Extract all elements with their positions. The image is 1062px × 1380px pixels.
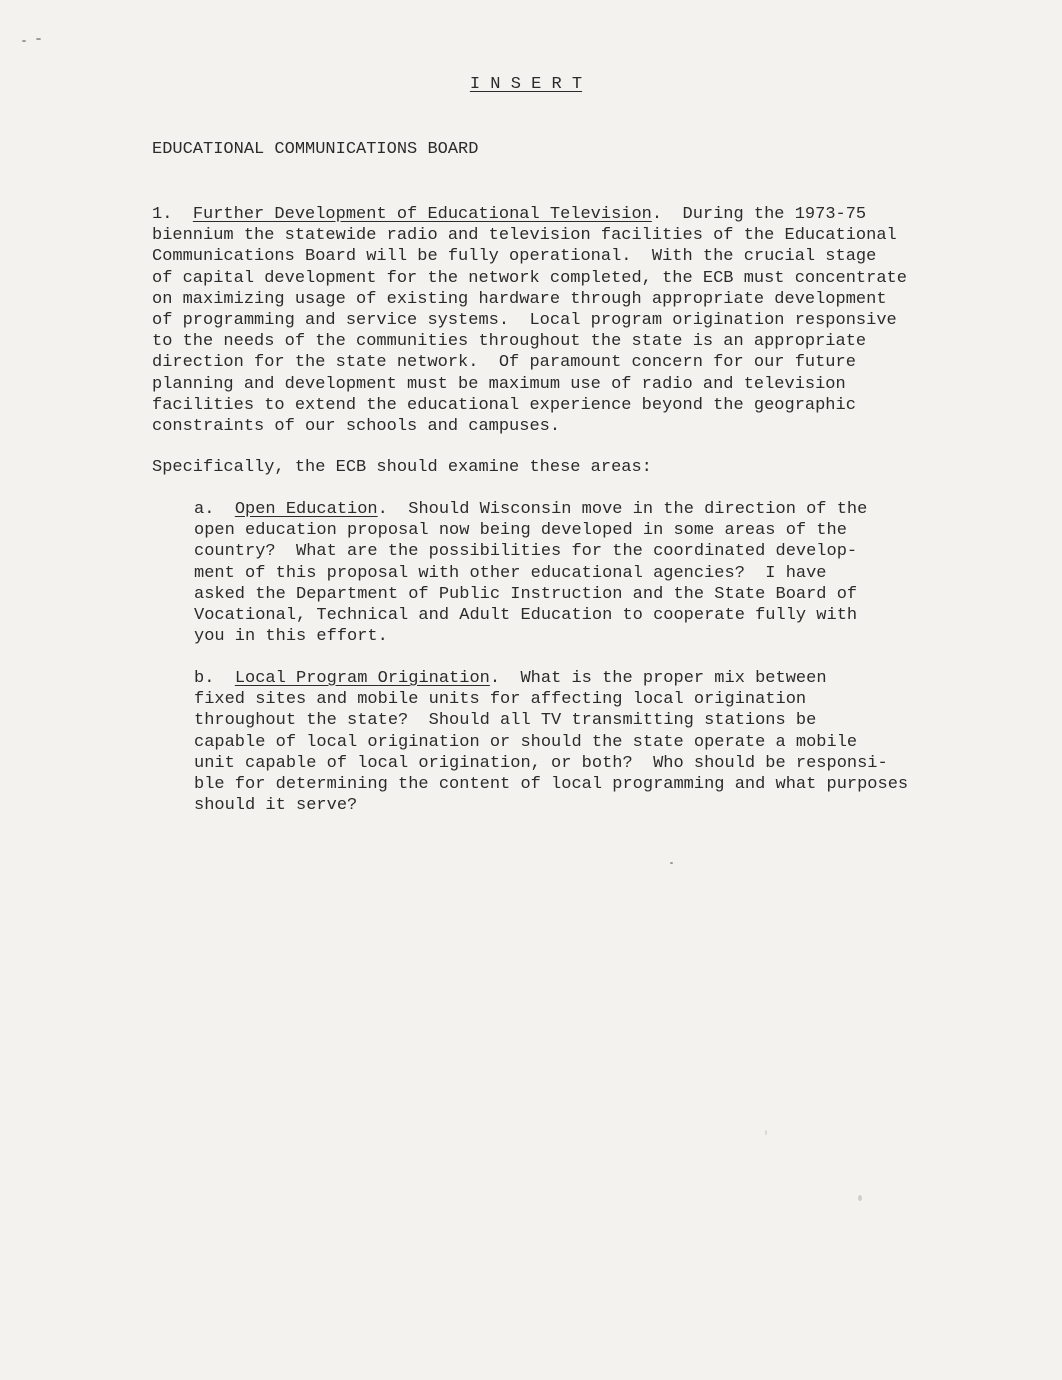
item-b-letter: b. bbox=[194, 669, 215, 688]
item-b-heading: Local Program Origination bbox=[234, 669, 490, 688]
page-title: I N S E R T bbox=[469, 75, 583, 94]
item-b-body: fixed sites and mobile units for affecting local origination throughout the state? Should all TV transmitting stations be capable of local origination or should the state operate a mobile unit capable of local origination, or both? Who should be responsi- ble for determining the content of local programming and what purposes should it serve? bbox=[194, 690, 909, 816]
item-a bbox=[194, 499, 994, 647]
paragraph-1-body: biennium the statewide radio and television facilities of the Educational Communications Board will be fully operational. With the crucial stage of capital development for the network completed, the ECB must concentrate on maximizing usage of existing hardware through appropriate development of programming and service systems. Local program origination responsive to the needs of the communities throughout the state is an appropriate direction for the state network. Of paramount concern for our future planning and development must be maximum use of radio and television facilities to extend the educational experience beyond the geographic constraints of our schools and campuses. bbox=[152, 226, 907, 437]
paper-speck bbox=[36, 38, 41, 40]
paper-speck bbox=[22, 40, 26, 42]
paragraph-1-heading: Further Development of Educational Television bbox=[192, 205, 652, 224]
item-a-letter: a. bbox=[194, 500, 215, 519]
paper-speck bbox=[765, 1130, 767, 1135]
item-a-first-line: . Should Wisconsin move in the direction of the bbox=[377, 500, 868, 519]
paragraph-1-first-line: . During the 1973-75 bbox=[651, 205, 867, 224]
section-heading: EDUCATIONAL COMMUNICATIONS BOARD bbox=[152, 140, 479, 159]
paragraph-1 bbox=[152, 204, 952, 437]
item-b bbox=[194, 668, 994, 816]
item-b-first-line: . What is the proper mix between bbox=[489, 669, 827, 688]
paper-speck bbox=[858, 1195, 862, 1201]
item-a-heading: Open Education bbox=[234, 500, 378, 519]
paper-speck bbox=[670, 862, 673, 864]
item-a-body: open education proposal now being developed in some areas of the country? What are the possibilities for the coordinated develop- ment of this proposal with other educational agencies? I have asked the Department of Public Instruction and the State Board of Vocational, Technical and Adult Education to cooperate fully with you in this effort. bbox=[194, 521, 858, 647]
intro-paragraph: Specifically, the ECB should examine these areas: bbox=[152, 458, 652, 477]
paragraph-1-number: 1. bbox=[152, 205, 173, 224]
